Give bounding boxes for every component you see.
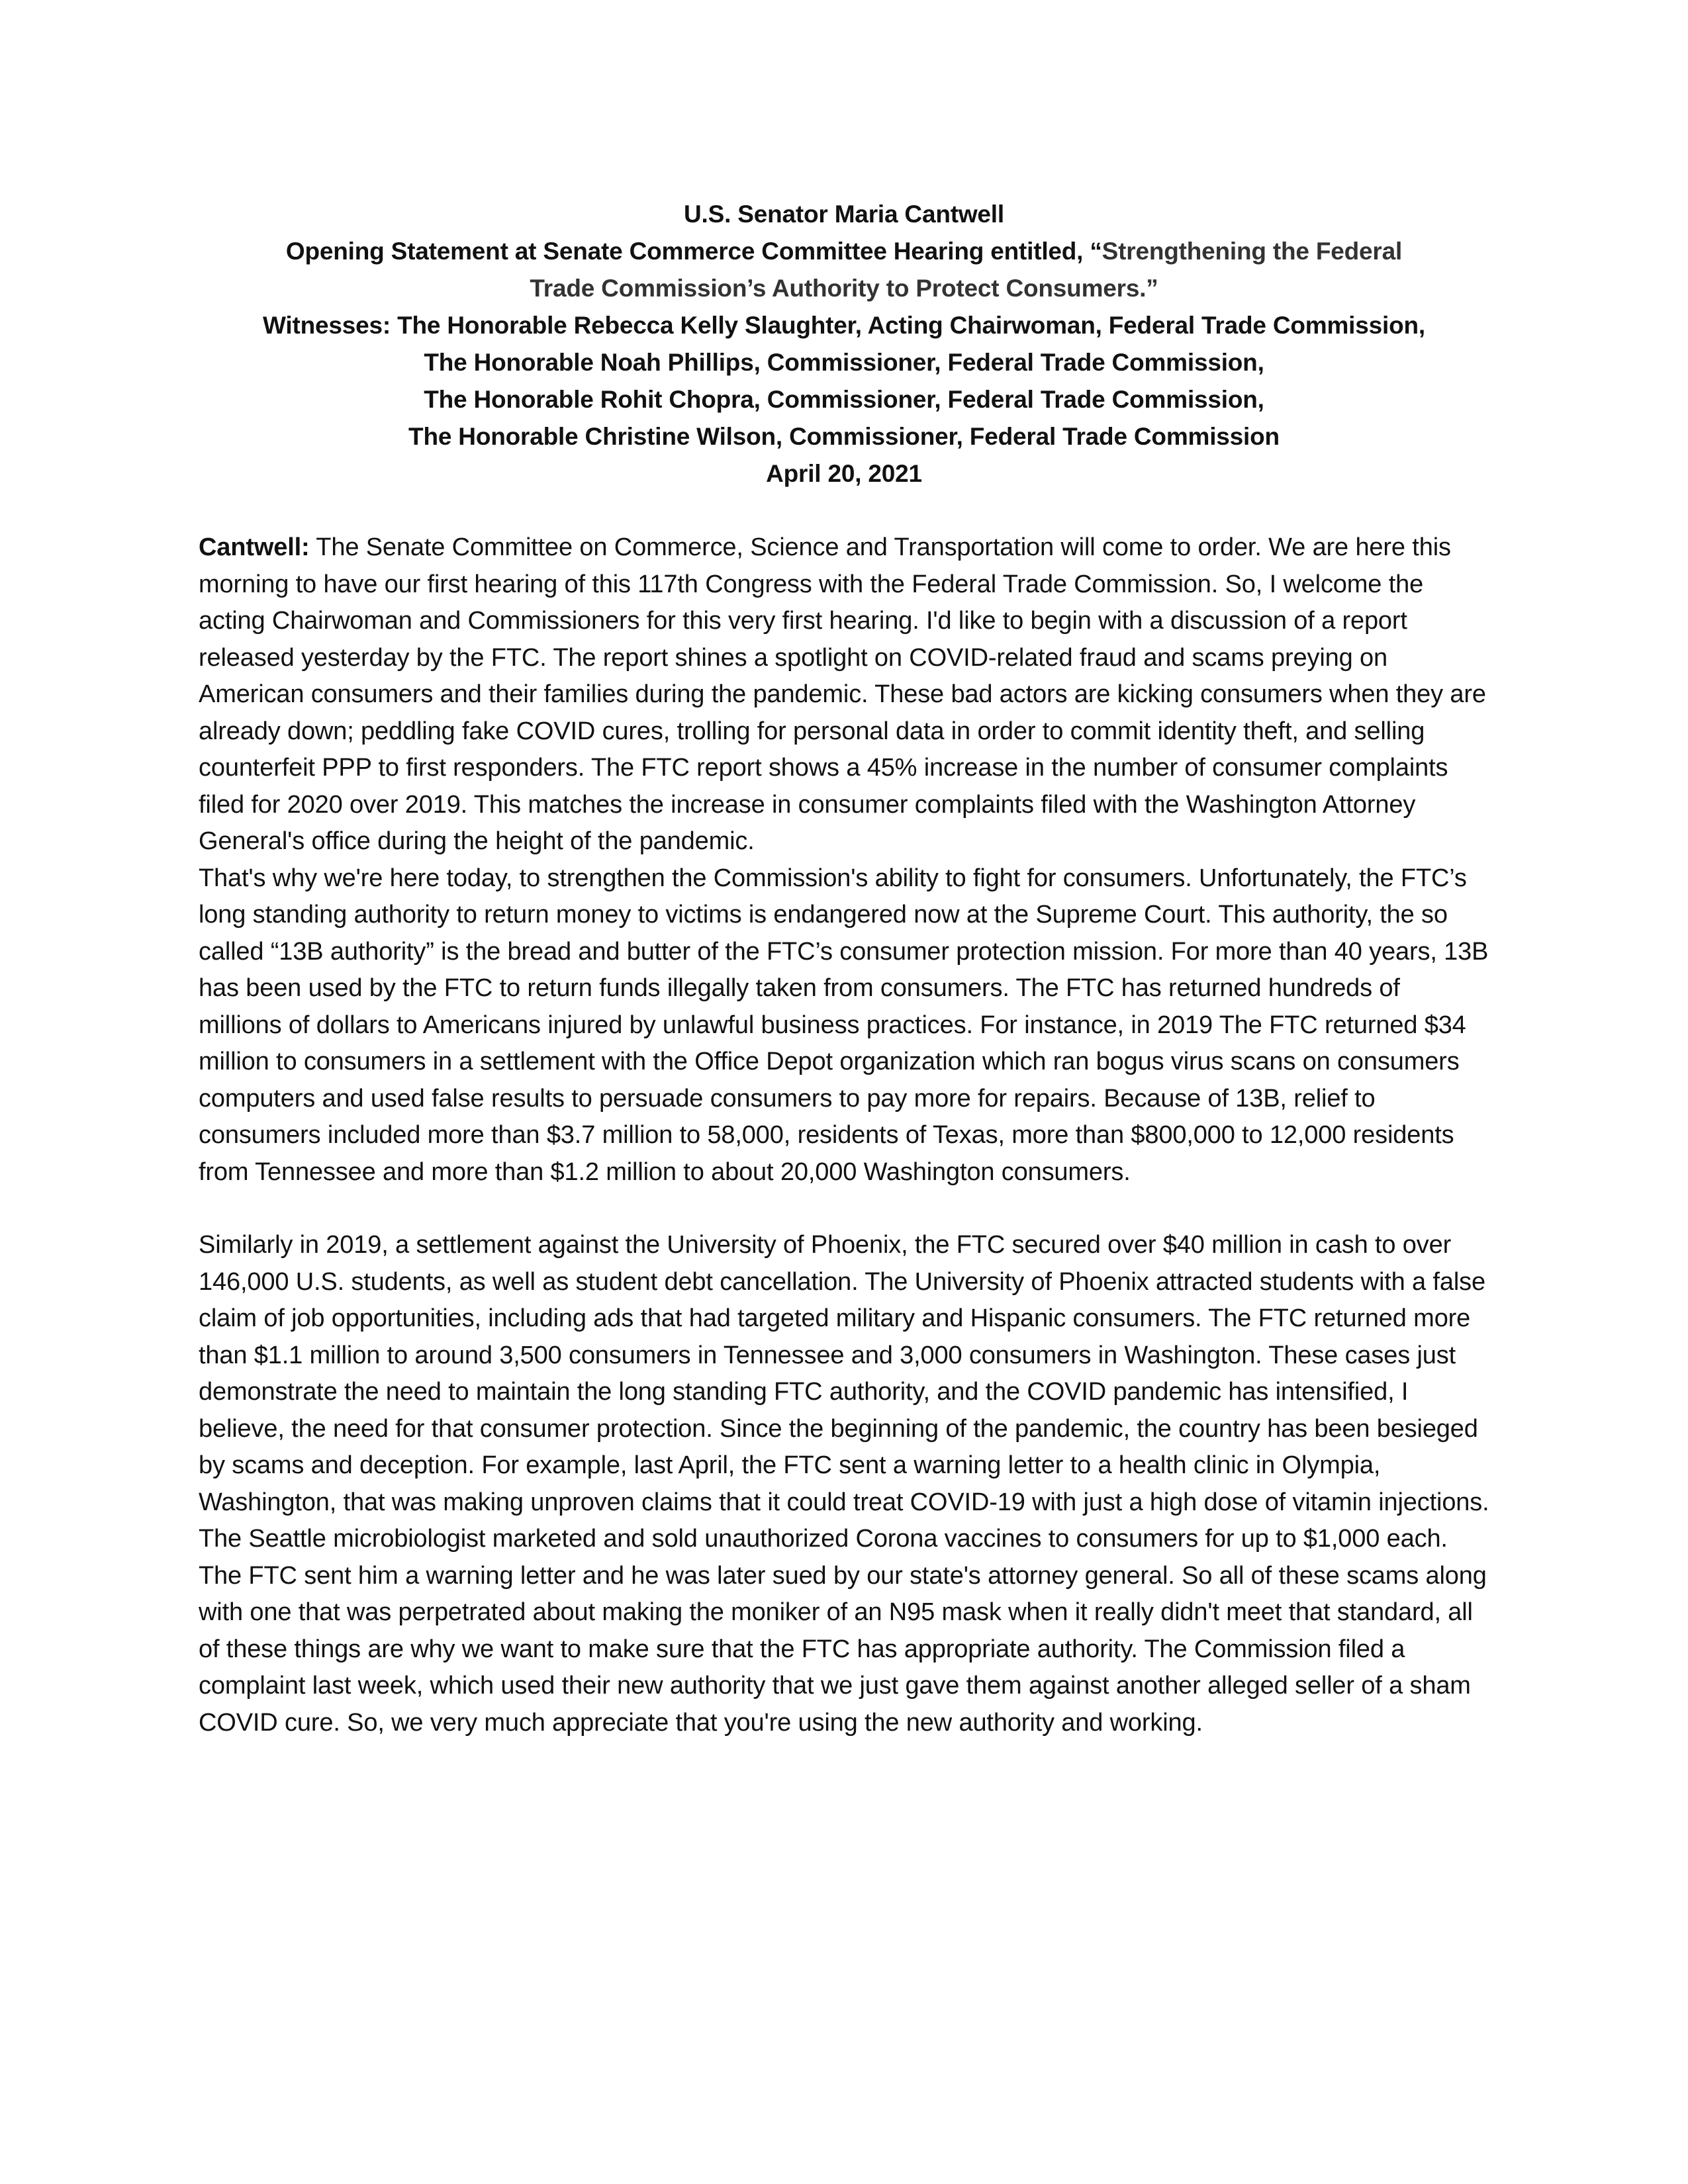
witness-line-2: The Honorable Noah Phillips, Commissioner, Federal Trade Commission, <box>424 349 1264 376</box>
witness-line-4: The Honorable Christine Wilson, Commissioner, Federal Trade Commission <box>408 423 1280 450</box>
paragraph-3: Similarly in 2019, a settlement against the University of Phoenix, the FTC secured over $40 million in cash to over 146,000 U.S. students, as well as student debt cancellation. The University of Phoenix attracted students with a false claim of job opportunities, including ads that had targeted military and Hispanic consumers. The FTC returned more than $1.1 million to around 3,500 consumers in Tennessee and 3,000 consumers in Washington. These cases just demonstrate the need to maintain the long standing FTC authority, and the COVID pandemic has intensified, I believe, the need for that consumer protection. Since the beginning of the pandemic, the country has been besieged by scams and deception. For example, last April, the FTC sent a warning letter to a health clinic in Olympia, Washington, that was making unproven claims that it could treat COVID-19 with just a high dose of vitamin injections. The Seattle microbiologist marketed and sold unauthorized Corona vaccines to consumers for up to $1,000 each. The FTC sent him a warning letter and he was later sued by our state's attorney general. So all of these scams along with one that was perpetrated about making the moniker of an N95 mask when it really didn't meet that standard, all of these things are why we want to make sure that the FTC has appropriate authority. The Commission filed a complaint last week, which used their new authority that we just gave them against another alleged seller of a sham COVID cure. So, we very much appreciate that you're using the new authority and working. <box>199 1231 1489 1737</box>
witness-line-1: Witnesses: The Honorable Rebecca Kelly Slaughter, Acting Chairwoman, Federal Trade Commission, <box>263 312 1425 339</box>
hearing-date: April 20, 2021 <box>766 460 922 487</box>
document-page <box>199 196 1489 1741</box>
witness-line-3: The Honorable Rohit Chopra, Commissioner, Federal Trade Commission, <box>424 386 1264 413</box>
senator-name: U.S. Senator Maria Cantwell <box>684 201 1004 228</box>
speaker-label: Cantwell: <box>199 533 310 561</box>
paragraph-1 <box>199 529 1489 860</box>
statement-body <box>199 529 1489 1741</box>
statement-title-part-1: Strengthening the Federal <box>1102 238 1403 265</box>
statement-title-line-1 <box>199 233 1489 270</box>
paragraph-1-text: The Senate Committee on Commerce, Science and Transportation will come to order. We are here this morning to have our first hearing of this 117th Congress with the Federal Trade Commission. So, I welcome the acting Chairwoman and Commissioners for this very first hearing. I'd like to begin with a discussion of a report released yesterday by the FTC. The report shines a spotlight on COVID-related fraud and scams preying on American consumers and their families during the pandemic. These bad actors are kicking consumers when they are already down; peddling fake COVID cures, trolling for personal data in order to commit identity theft, and selling counterfeit PPP to first responders. The FTC report shows a 45% increase in the number of consumer complaints filed for 2020 over 2019. This matches the increase in consumer complaints filed with the Washington Attorney General's office during the height of the pandemic. <box>199 533 1486 855</box>
statement-title-part-2: Trade Commission’s Authority to Protect Consumers.” <box>530 275 1158 302</box>
document-header <box>199 196 1489 492</box>
paragraph-2: That's why we're here today, to strengthen the Commission's ability to fight for consumers. Unfortunately, the FTC’s long standing authority to return money to victims is endangered now at the Supreme Court. This authority, the so called “13B authority” is the bread and butter of the FTC’s consumer protection mission. For more than 40 years, 13B has been used by the FTC to return funds illegally taken from consumers. The FTC has returned hundreds of millions of dollars to Americans injured by unlawful business practices. For instance, in 2019 The FTC returned $34 million to consumers in a settlement with the Office Depot organization which ran bogus virus scans on consumers computers and used false results to persuade consumers to pay more for repairs. Because of 13B, relief to consumers included more than $3.7 million to 58,000, residents of Texas, more than $800,000 to 12,000 residents from Tennessee and more than $1.2 million to about 20,000 Washington consumers. <box>199 864 1489 1186</box>
statement-lead: Opening Statement at Senate Commerce Committee Hearing entitled, “ <box>285 238 1102 265</box>
